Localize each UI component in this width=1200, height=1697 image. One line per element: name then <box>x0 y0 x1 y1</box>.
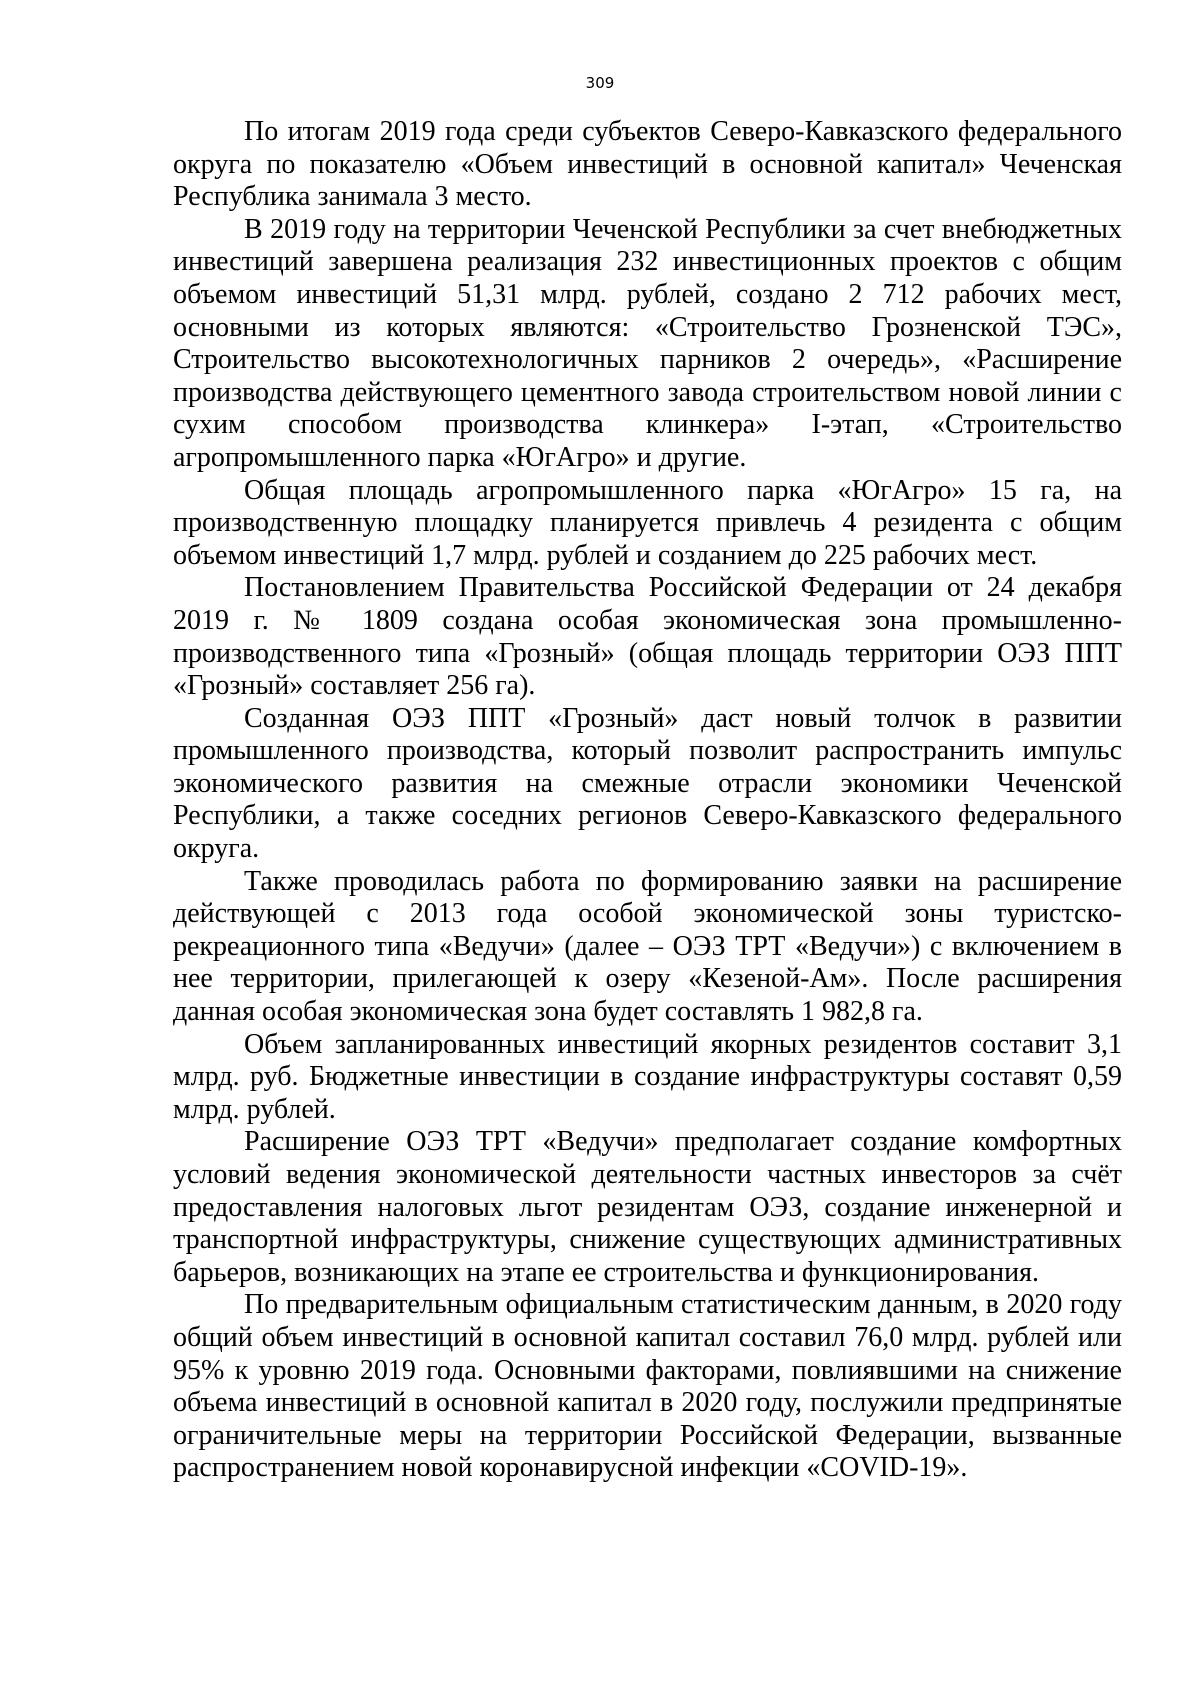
paragraph: Общая площадь агропромышленного парка «ЮгАгро» 15 га, на производственную площадку планируется привлечь 4 резидента с общим объемом инвестиций 1,7 млрд. рублей и созданием до 225 рабочих мест. <box>173 474 1122 571</box>
paragraph: Объем запланированных инвестиций якорных резидентов составит 3,1 млрд. руб. Бюджетные инвестиции в создание инфраструктуры составят 0,59 млрд. рублей. <box>173 1028 1122 1125</box>
paragraph: По итогам 2019 года среди субъектов Северо-Кавказского федерального округа по показателю «Объем инвестиций в основной капитал» Чеченская Республика занимала 3 место. <box>173 116 1122 213</box>
paragraph: Созданная ОЭЗ ППТ «Грозный» даст новый толчок в развитии промышленного производства, который позволит распространить импульс экономического развития на смежные отрасли экономики Чеченской Республики, а также соседних регионов Северо-Кавказского федерального округа. <box>173 702 1122 865</box>
paragraph: По предварительным официальным статистическим данным, в 2020 году общий объем инвестиций в основной капитал составил 76,0 млрд. рублей или 95% к уровню 2019 года. Основными факторами, повлиявшими на снижение объема инвестиций в основной капитал в 2020 году, послужили предпринятые ограничительные меры на территории Российской Федерации, вызванные распространением новой коронавирусной инфекции «COVID-19». <box>173 1289 1122 1484</box>
paragraph: В 2019 году на территории Чеченской Республики за счет внебюджетных инвестиций завершена реализация 232 инвестиционных проектов с общим объемом инвестиций 51,31 млрд. рублей, создано 2 712 рабочих мест, основными из которых являются: «Строительство Грозненской ТЭС», Строительство высокотехнологичных парников 2 очередь», «Расширение производства действующего цементного завода строительством новой линии с сухим способом производства клинкера» I-этап, «Строительство агропромышленного парка «ЮгАгро» и другие. <box>173 213 1122 473</box>
page-number: 309 <box>585 74 615 92</box>
paragraph: Постановлением Правительства Российской Федерации от 24 декабря 2019 г. № 1809 создана особая экономическая зона промышленно-производственного типа «Грозный» (общая площадь территории ОЭЗ ППТ «Грозный» составляет 256 га). <box>173 572 1122 702</box>
paragraph: Также проводилась работа по формированию заявки на расширение действующей с 2013 года особой экономической зоны туристско-рекреационного типа «Ведучи» (далее – ОЭЗ ТРТ «Ведучи») с включением в нее территории, прилегающей к озеру «Кезеной-Ам». После расширения данная особая экономическая зона будет составлять 1 982,8 га. <box>173 865 1122 1028</box>
paragraph: Расширение ОЭЗ ТРТ «Ведучи» предполагает создание комфортных условий ведения экономической деятельности частных инвесторов за счёт предоставления налоговых льгот резидентам ОЭЗ, создание инженерной и транспортной инфраструктуры, снижение существующих административных барьеров, возникающих на этапе ее строительства и функционирования. <box>173 1126 1122 1288</box>
document-body <box>173 116 1122 1485</box>
